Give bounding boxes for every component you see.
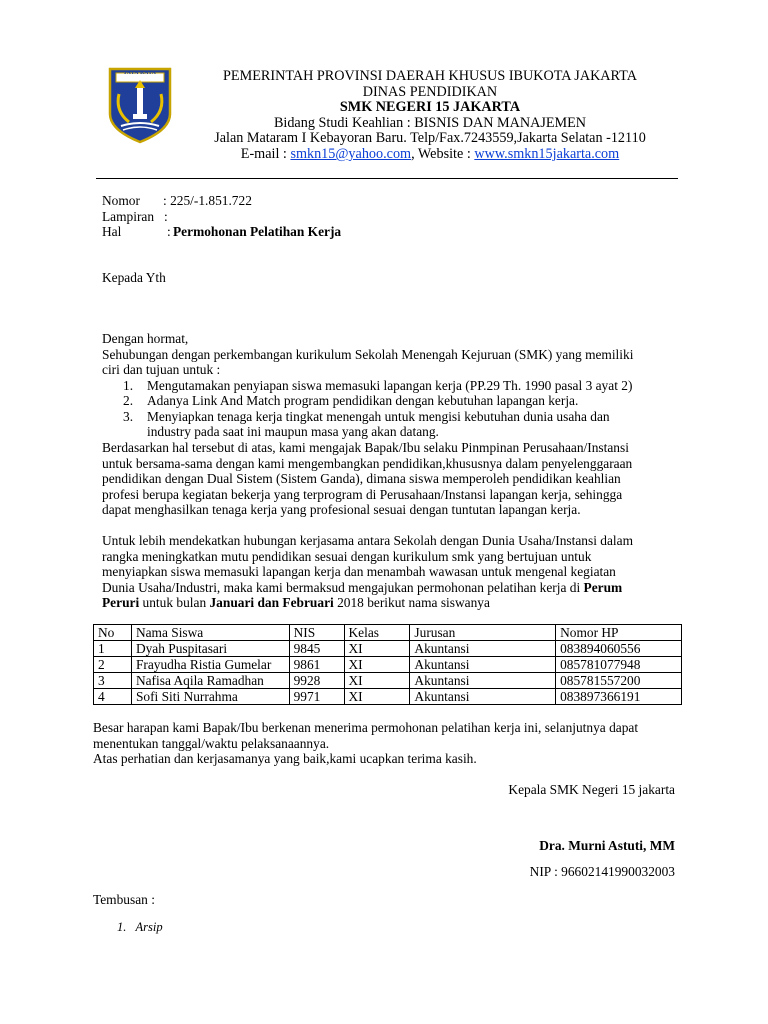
cell-nis: 9845 [289,641,344,657]
para3-line [102,595,490,611]
cell-name: Dyah Puspitasari [131,641,289,657]
para3-line [102,580,622,596]
para2-line: Berdasarkan hal tersebut di atas, kami mengajak Bapak/Ibu selaku Pinmpinan Perusahaan/Instansi [102,440,629,455]
intro-line-1: Sehubungan dengan perkembangan kurikulum Sekolah Menengah Kejuruan (SMK) yang memiliki [102,347,634,362]
table-row [94,689,682,705]
header-no: No [94,625,132,641]
para2-line: untuk bersama-sama dengan kami mengembangkan pendidikan,khususnya dalam penyelenggaraan [102,456,633,471]
hal-value: Permohonan Pelatihan Kerja [173,224,342,239]
header-name: Nama Siswa [131,625,289,641]
recipient: Kepada Yth [102,270,166,285]
lampiran-label: Lampiran [102,209,155,224]
nomor-label: Nomor [102,193,140,208]
cell-name: Frayudha Ristia Gumelar [131,657,289,673]
website-label: , Website : [411,146,475,162]
header-major: Jurusan [410,625,556,641]
signatory-nip: NIP : 96602141990032003 [529,864,675,879]
cell-no: 3 [94,673,132,689]
table-header-row [94,625,682,641]
para3-text: Dunia Usaha/Industri, maka kami bermaksud mengajukan permohonan pelatihan kerja di [102,580,584,595]
list-text: Adanya Link And Match program pendidikan dengan kebutuhan lapangan kerja. [147,393,579,408]
header-line-field: Bidang Studi Keahlian : BISNIS DAN MANAJEMEN [273,115,587,131]
logo-text: JAYA RAYA [123,70,157,76]
signatory-title: Kepala SMK Negeri 15 jakarta [508,782,675,797]
header-line-contact [180,146,680,163]
list-number: 2. [123,393,134,408]
greeting: Dengan hormat, [102,331,189,346]
table-row [94,641,682,657]
cell-phone: 083894060556 [556,641,682,657]
header-nis: NIS [289,625,344,641]
cell-name: Sofi Siti Nurrahma [131,689,289,705]
table-row [94,657,682,673]
email-label: E-mail : [240,146,291,162]
header-class: Kelas [344,625,410,641]
cc-item-text: Arsip [135,920,163,934]
para3-line: rangka meningkatkan mutu pendidikan sesuai dengan kurikulum smk yang bertujuan untuk [102,549,592,564]
cell-major: Akuntansi [410,689,556,705]
signatory-name: Dra. Murni Astuti, MM [539,838,675,853]
lampiran-colon: : [164,209,168,224]
header-line-government: PEMERINTAH PROVINSI DAERAH KHUSUS IBUKOTA JAKARTA [223,68,637,84]
list-number: 3. [123,409,134,424]
hal-label: Hal [102,224,122,239]
list-text: Menyiapkan tenaga kerja tingkat menengah untuk mengisi kebutuhan dunia usaha dan [147,409,610,424]
company-name-part2: Peruri [102,595,140,610]
header-phone: Nomor HP [556,625,682,641]
para2-line: dapat menghasilkan tenaga kerja yang profesional sesuai dengan tuntutan lapangan kerja. [102,502,581,517]
para3-line: Untuk lebih mendekatkan hubungan kerjasama antara Sekolah dengan Dunia Usaha/Instansi dalam [102,533,633,548]
cc-label: Tembusan : [93,892,155,907]
list-text: industry pada saat ini maupun masa yang akan datang. [147,424,439,439]
closing-line: Atas perhatian dan kerjasamanya yang baik,kami ucapkan terima kasih. [93,751,477,766]
table-row [94,673,682,689]
months: Januari dan Februari [209,595,334,610]
website-link[interactable]: www.smkn15jakarta.com [474,146,620,162]
cell-nis: 9971 [289,689,344,705]
cell-phone: 083897366191 [556,689,682,705]
cell-no: 2 [94,657,132,673]
para3-text: untuk bulan [139,595,210,610]
cell-major: Akuntansi [410,641,556,657]
header-line-school: SMK NEGERI 15 JAKARTA [339,99,521,115]
objectives-list [102,378,680,442]
intro-line-2: ciri dan tujuan untuk : [102,362,221,377]
cell-class: XI [344,689,410,705]
cell-nis: 9861 [289,657,344,673]
cell-class: XI [344,657,410,673]
para3-line: menyiapkan siswa memasuki lapangan kerja dan menambah wawasan untuk mengenal kegiatan [102,564,616,579]
hal-colon: : [167,224,171,239]
cell-phone: 085781557200 [556,673,682,689]
student-table [93,624,682,705]
para2-line: profesi berupa kegiatan bekerja yang terprogram di Perusahaan/Instansi lapangan kerja, sehingga [102,487,623,502]
para3-text: 2018 berikut nama siswanya [333,595,490,610]
cell-phone: 085781077948 [556,657,682,673]
cc-item-number: 1. [117,920,127,934]
cell-class: XI [344,673,410,689]
cell-class: XI [344,641,410,657]
cell-no: 4 [94,689,132,705]
email-link[interactable]: smkn15@yahoo.com [290,146,412,162]
jakarta-emblem-logo [107,66,173,144]
header-line-address: Jalan Mataram I Kebayoran Baru. Telp/Fax.7243559,Jakarta Selatan -12110 [214,130,646,146]
nomor-value: : 225/-1.851.722 [163,193,252,208]
header-line-department: DINAS PENDIDIKAN [362,84,498,100]
cell-nis: 9928 [289,673,344,689]
closing-line: menentukan tanggal/waktu pelaksanaannya. [93,736,330,751]
cell-no: 1 [94,641,132,657]
company-name-part1: Perum [583,580,623,595]
header-divider [96,178,678,179]
cell-major: Akuntansi [410,673,556,689]
list-number: 1. [123,378,134,393]
cell-major: Akuntansi [410,657,556,673]
cc-item [117,920,163,935]
list-text: Mengutamakan penyiapan siswa memasuki lapangan kerja (PP.29 Th. 1990 pasal 3 ayat 2) [147,378,633,393]
cell-name: Nafisa Aqila Ramadhan [131,673,289,689]
para2-line: pendidikan dengan Dual Sistem (Sistem Ganda), dimana siswa memperoleh pendidikan keahlian [102,471,621,486]
closing-line: Besar harapan kami Bapak/Ibu berkenan menerima permohonan pelatihan kerja ini, selanjutnya dapat [93,720,639,735]
